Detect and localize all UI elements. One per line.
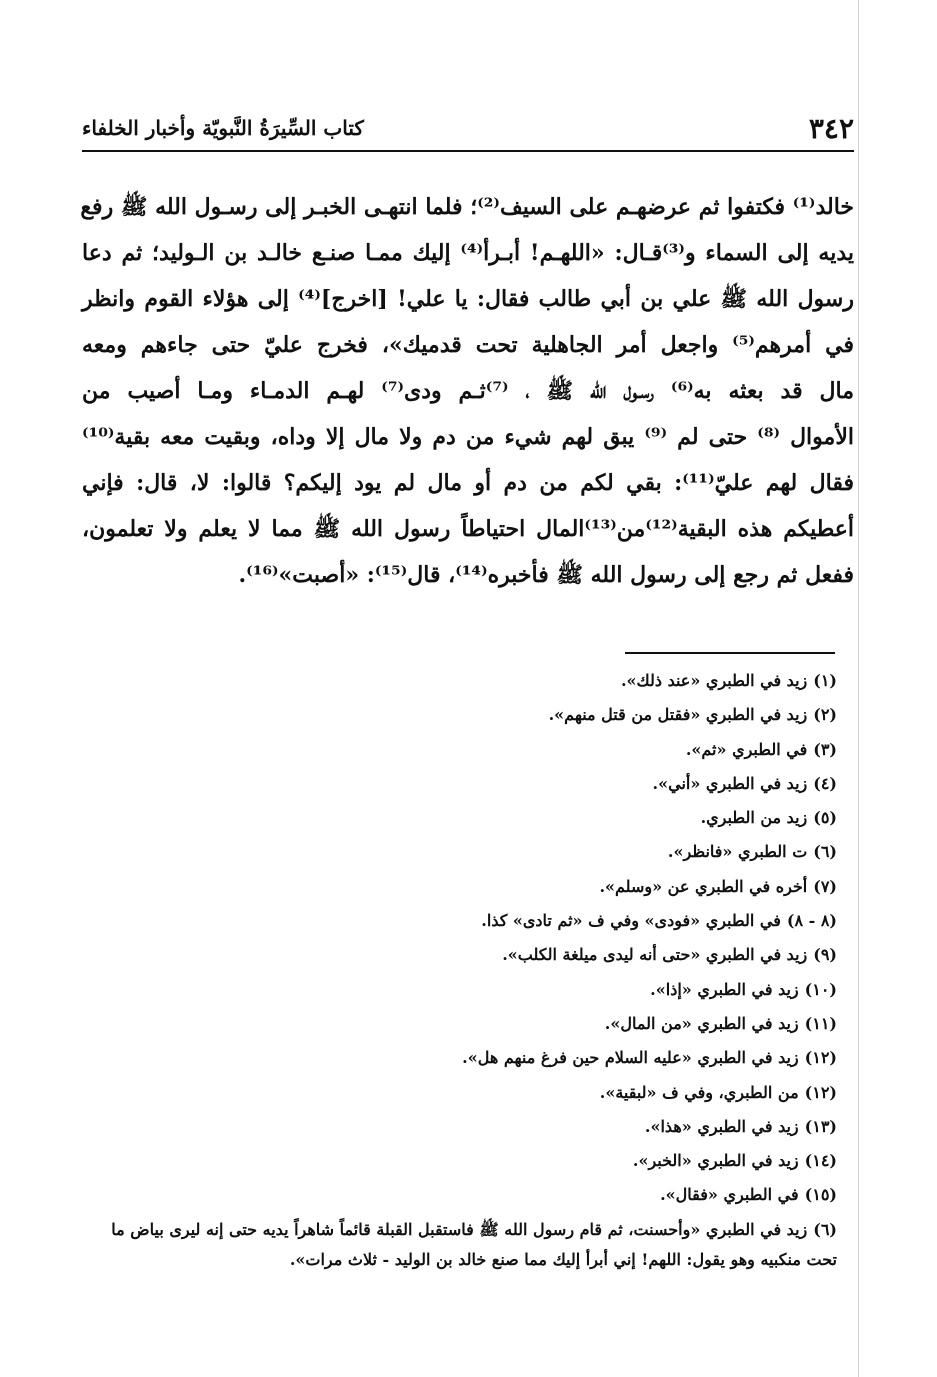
footnote-number: (٨ - ٨) (786, 911, 837, 931)
page-number: ٣٤٢ (808, 112, 854, 145)
footnote (82, 733, 837, 767)
text-line: أعطيكم هذه البقية⁽¹²⁾من⁽¹³⁾المال احتياطاً رسول الله ﷺ مما لا يعلم ولا تعلمون، (82, 516, 854, 542)
footnotes (82, 664, 837, 1275)
text-line: رسول الله ﷺ علي بن أبي طالب فقال: يا علي! [اخرج]⁽⁴⁾ إلى هؤلاء القوم وانظر (82, 286, 854, 312)
footnote-number: (٢) (813, 705, 837, 725)
main-text (82, 184, 854, 598)
header-divider (82, 150, 854, 152)
footnote-number: (١) (813, 671, 837, 690)
footnote (82, 904, 837, 938)
footnote-text: زيد في الطبري «حتى أنه ليدى ميلغة الكلب». (502, 945, 808, 965)
footnote-number: (٧) (813, 876, 837, 896)
footnote-number: (١٥) (804, 1185, 837, 1205)
footnote (82, 698, 837, 732)
footnote-number: (١٤) (804, 1151, 837, 1171)
footnote-text: زيد في الطبري «إذا». (650, 979, 799, 999)
footnote-number: (١٢) (804, 1082, 837, 1102)
text-line: فقال لهم عليّ⁽¹¹⁾: بقي لكم من دم أو مال لم يود إليكم؟ قالوا: لا، قال: فإني (82, 470, 854, 496)
footnote-text: في الطبري «فقال». (660, 1185, 799, 1205)
footnote (82, 1144, 837, 1178)
footnote-text: زيد في الطبري «وأحسنت، ثم قام رسول الله ﷺ فاستقبل القبلة قائماً شاهراً يديه حتى إنه ليرى بياض ما تحت منكبيه وهو يقول: اللهم! إني أبرأ إليك مما صنع خالد بن الوليد - ثلاث مرات». (111, 1219, 837, 1269)
book-title: كتاب السِّيرَةُ النَّبويّة وأخبار الخلفاء (82, 116, 364, 140)
footnote-text: زيد في الطبري «أني». (652, 773, 808, 793)
footnote (82, 1076, 837, 1110)
footnote-text: زيد في الطبري «فقتل من قتل منهم». (548, 705, 808, 725)
footnote-text: زيد من الطبري. (700, 808, 808, 828)
footnote-number: (٦) (813, 1219, 837, 1239)
footnote-number: (٥) (813, 808, 837, 828)
footnote (82, 938, 837, 972)
footnote-number: (١٢) (804, 1048, 837, 1068)
footnote-text: ت الطبري «فانظر». (667, 842, 808, 862)
footnote (82, 1007, 837, 1041)
footnote-text: زيد في الطبري «عليه السلام حين فرغ منهم هل». (462, 1048, 799, 1068)
footnote (82, 870, 837, 904)
scan-edge-line (858, 0, 859, 1377)
footnote (82, 1110, 837, 1144)
footnote-number: (٩) (813, 945, 837, 965)
footnote-number: (١٠) (804, 979, 837, 999)
footnote (82, 1178, 837, 1212)
footnote-text: زيد في الطبري «من المال». (604, 1013, 799, 1033)
footnote-number: (٦) (813, 842, 837, 862)
footnote-divider (625, 652, 835, 654)
footnote (82, 835, 837, 869)
footnote-text: من الطبري، وفي ف «لبقية». (599, 1082, 799, 1102)
footnote (82, 1213, 837, 1275)
footnote-text: زيد في الطبري «هذا». (644, 1116, 799, 1136)
text-line: يديه إلى السماء و⁽³⁾قـال: «اللهـم! أبـرأ⁽⁴⁾ إليك ممـا صنـع خالـد بن الـوليد؛ ثم دعا (82, 240, 854, 266)
text-line: في أمرهم⁽⁵⁾ واجعل أمر الجاهلية تحت قدميك»، فخرج عليّ حتى جاءهم ومعه (82, 332, 855, 358)
text-line: خالد⁽¹⁾ فكتفوا ثم عرضهـم على السيف⁽²⁾؛ فلما انتهـى الخبـر إلى رسـول الله ﷺ رفع (80, 194, 854, 220)
footnote-number: (١١) (804, 1013, 837, 1033)
footnote (82, 801, 837, 835)
footnote (82, 973, 837, 1007)
footnote (82, 664, 837, 698)
footnote-number: (٤) (813, 773, 837, 793)
footnote-text: أخره في الطبري عن «وسلم». (599, 876, 808, 896)
footnote-text: زيد في الطبري «الخبر». (632, 1151, 799, 1171)
text-line: مال قد بعثه به⁽⁶⁾ رسـول الله ﷺ ، ⁽⁷⁾ثـم ودى⁽⁷⁾ لهـم الدمـاء ومـا أصيب من (82, 378, 854, 404)
footnote (82, 1041, 837, 1075)
text-line: الأموال ⁽⁸⁾ حتى لم ⁽⁹⁾ يبق لهم شيء من دم ولا مال إلا وداه، وبقيت معه بقية⁽¹⁰⁾ (82, 424, 854, 450)
footnote-text: زيد في الطبري «عند ذلك». (620, 671, 808, 690)
footnote (82, 767, 837, 801)
page-header (82, 108, 854, 150)
text-line: ففعل ثم رجع إلى رسول الله ﷺ فأخبره⁽¹⁴⁾، قال⁽¹⁵⁾: «أصبت»⁽¹⁶⁾. (238, 562, 854, 588)
footnote-text: في الطبري «ثم». (685, 739, 808, 759)
footnote-text: في الطبري «فودى» وفي ف «ثم تادى» كذا. (481, 911, 781, 931)
footnote-number: (٣) (813, 739, 837, 759)
footnote-number: (١٣) (804, 1116, 837, 1136)
